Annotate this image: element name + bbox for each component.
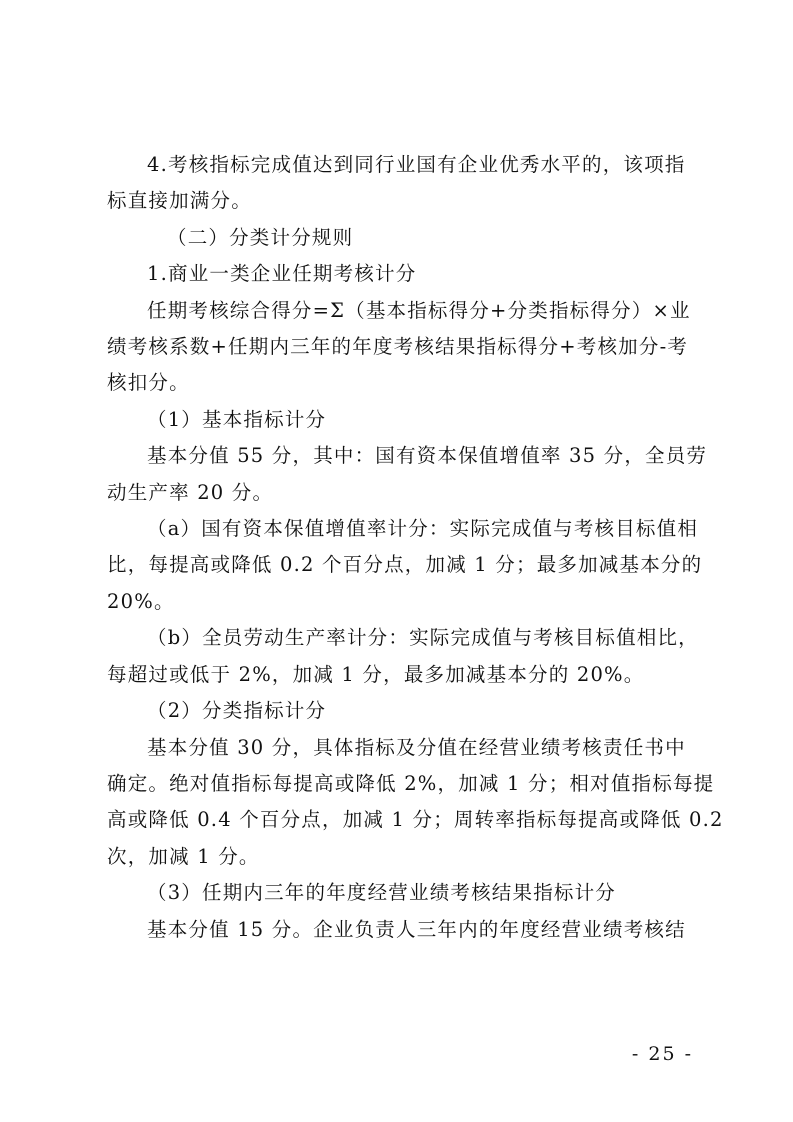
subheading-classified-indicator bbox=[107, 693, 697, 729]
heading-text: （二）分类计分规则 bbox=[167, 225, 354, 249]
paragraph-classified-score bbox=[107, 730, 724, 876]
text-line: 核扣分。 bbox=[107, 371, 190, 395]
text-line: 次，加减 1 分。 bbox=[107, 844, 260, 868]
heading-text: （3）任期内三年的年度经营业绩考核结果指标计分 bbox=[147, 881, 617, 905]
text-line: 基本分值 15 分。企业负责人三年内的年度经营业绩考核结 bbox=[147, 917, 686, 941]
text-line: 动生产率 20 分。 bbox=[107, 480, 274, 504]
subheading-annual-result-indicator bbox=[107, 875, 697, 911]
paragraph-capital-preservation bbox=[107, 511, 703, 620]
heading-text: 1.商业一类企业任期考核计分 bbox=[147, 262, 417, 286]
subheading-basic-indicator bbox=[107, 402, 697, 438]
subheading-commercial-class-one bbox=[107, 256, 697, 292]
document-body bbox=[107, 147, 724, 948]
text-line: 基本分值 30 分，具体指标及分值在经营业绩考核责任书中 bbox=[147, 735, 686, 759]
paragraph-labor-productivity bbox=[107, 620, 697, 693]
text-line: 每超过或低于 2%，加减 1 分，最多加减基本分的 20%。 bbox=[107, 662, 645, 686]
paragraph-basic-score bbox=[107, 438, 708, 511]
section-heading-classified-scoring bbox=[107, 220, 697, 256]
text-line: 4.考核指标完成值达到同行业国有企业优秀水平的，该项指 bbox=[147, 153, 686, 176]
text-line: 比，每提高或降低 0.2 个百分点，加减 1 分；最多加减基本分的 bbox=[107, 553, 703, 577]
heading-text: （1）基本指标计分 bbox=[147, 407, 327, 431]
paragraph-annual-result-score bbox=[107, 912, 697, 948]
paragraph-full-score-rule bbox=[107, 147, 697, 220]
text-line: （a）国有资本保值增值率计分：实际完成值与考核目标值相 bbox=[147, 517, 699, 541]
text-line: 确定。绝对值指标每提高或降低 2%，加减 1 分；相对值指标每提 bbox=[107, 771, 715, 795]
text-line: （b）全员劳动生产率计分：实际完成值与考核目标值相比， bbox=[147, 626, 699, 650]
page-number: - 25 - bbox=[631, 1043, 693, 1065]
text-line: 20%。 bbox=[107, 589, 175, 613]
text-line: 基本分值 55 分，其中：国有资本保值增值率 35 分，全员劳 bbox=[147, 444, 708, 468]
text-line: 任期考核综合得分=Σ（基本指标得分+分类指标得分）×业 bbox=[147, 298, 691, 322]
paragraph-formula bbox=[107, 293, 697, 402]
text-line: 高或降低 0.4 个百分点，加减 1 分；周转率指标每提高或降低 0.2 bbox=[107, 808, 724, 832]
heading-text: （2）分类指标计分 bbox=[147, 699, 327, 723]
text-line: 绩考核系数+任期内三年的年度考核结果指标得分+考核加分-考 bbox=[107, 335, 689, 359]
text-line: 标直接加满分。 bbox=[107, 189, 252, 213]
